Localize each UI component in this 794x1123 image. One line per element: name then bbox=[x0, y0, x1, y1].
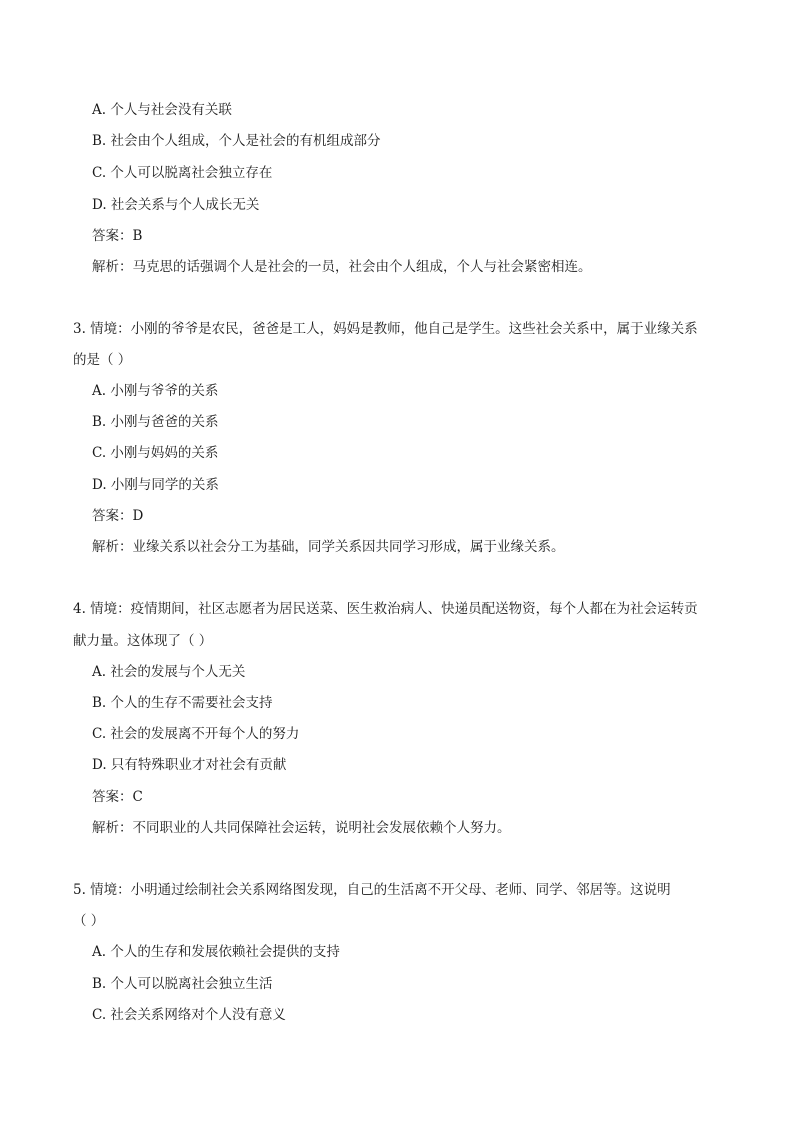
q2-answer: 答案：B bbox=[92, 228, 143, 244]
q2-analysis: 解析：马克思的话强调个人是社会的一员，社会由个人组成，个人与社会紧密相连。 bbox=[92, 259, 592, 275]
q3-option-a: A. 小刚与爷爷的关系 bbox=[92, 383, 219, 399]
q5-option-a: A. 个人的生存和发展依赖社会提供的支持 bbox=[92, 944, 340, 960]
q2-option-b: B. 社会由个人组成，个人是社会的有机组成部分 bbox=[92, 133, 381, 149]
q3-answer: 答案：D bbox=[92, 508, 144, 524]
q3-option-d: D. 小刚与同学的关系 bbox=[92, 477, 219, 493]
q3-analysis: 解析：业缘关系以社会分工为基础，同学关系因共同学习形成，属于业缘关系。 bbox=[92, 539, 565, 555]
q4-analysis: 解析：不同职业的人共同保障社会运转，说明社会发展依赖个人努力。 bbox=[92, 820, 511, 836]
q2-option-c: C. 个人可以脱离社会独立存在 bbox=[92, 165, 273, 181]
q2-option-d: D. 社会关系与个人成长无关 bbox=[92, 197, 260, 213]
q5-option-c: C. 社会关系网络对个人没有意义 bbox=[92, 1007, 286, 1023]
q4-option-c: C. 社会的发展离不开每个人的努力 bbox=[92, 726, 300, 742]
q3-option-c: C. 小刚与妈妈的关系 bbox=[92, 445, 219, 461]
q5-option-b: B. 个人可以脱离社会独立生活 bbox=[92, 976, 273, 992]
q3-option-b: B. 小刚与爸爸的关系 bbox=[92, 414, 219, 430]
q4-option-a: A. 社会的发展与个人无关 bbox=[92, 664, 246, 680]
q4-answer: 答案：C bbox=[92, 789, 143, 805]
q4-option-b: B. 个人的生存不需要社会支持 bbox=[92, 695, 273, 711]
q5-stem-line2: （ ） bbox=[73, 913, 105, 929]
q4-stem-line2: 献力量。这体现了（ ） bbox=[73, 633, 213, 649]
q3-stem-line1: 3. 情境：小刚的爷爷是农民，爸爸是工人，妈妈是教师，他自己是学生。这些社会关系中，属于业缘关系 bbox=[73, 321, 698, 337]
q3-stem-line2: 的是（ ） bbox=[73, 352, 132, 368]
q4-option-d: D. 只有特殊职业才对社会有贡献 bbox=[92, 757, 287, 773]
q2-option-a: A. 个人与社会没有关联 bbox=[92, 102, 232, 118]
q4-stem-line1: 4. 情境：疫情期间，社区志愿者为居民送菜、医生救治病人、快递员配送物资，每个人都在为社会运转贡 bbox=[73, 601, 698, 617]
q5-stem-line1: 5. 情境：小明通过绘制社会关系网络图发现，自己的生活离不开父母、老师、同学、邻居等。这说明 bbox=[73, 882, 671, 898]
